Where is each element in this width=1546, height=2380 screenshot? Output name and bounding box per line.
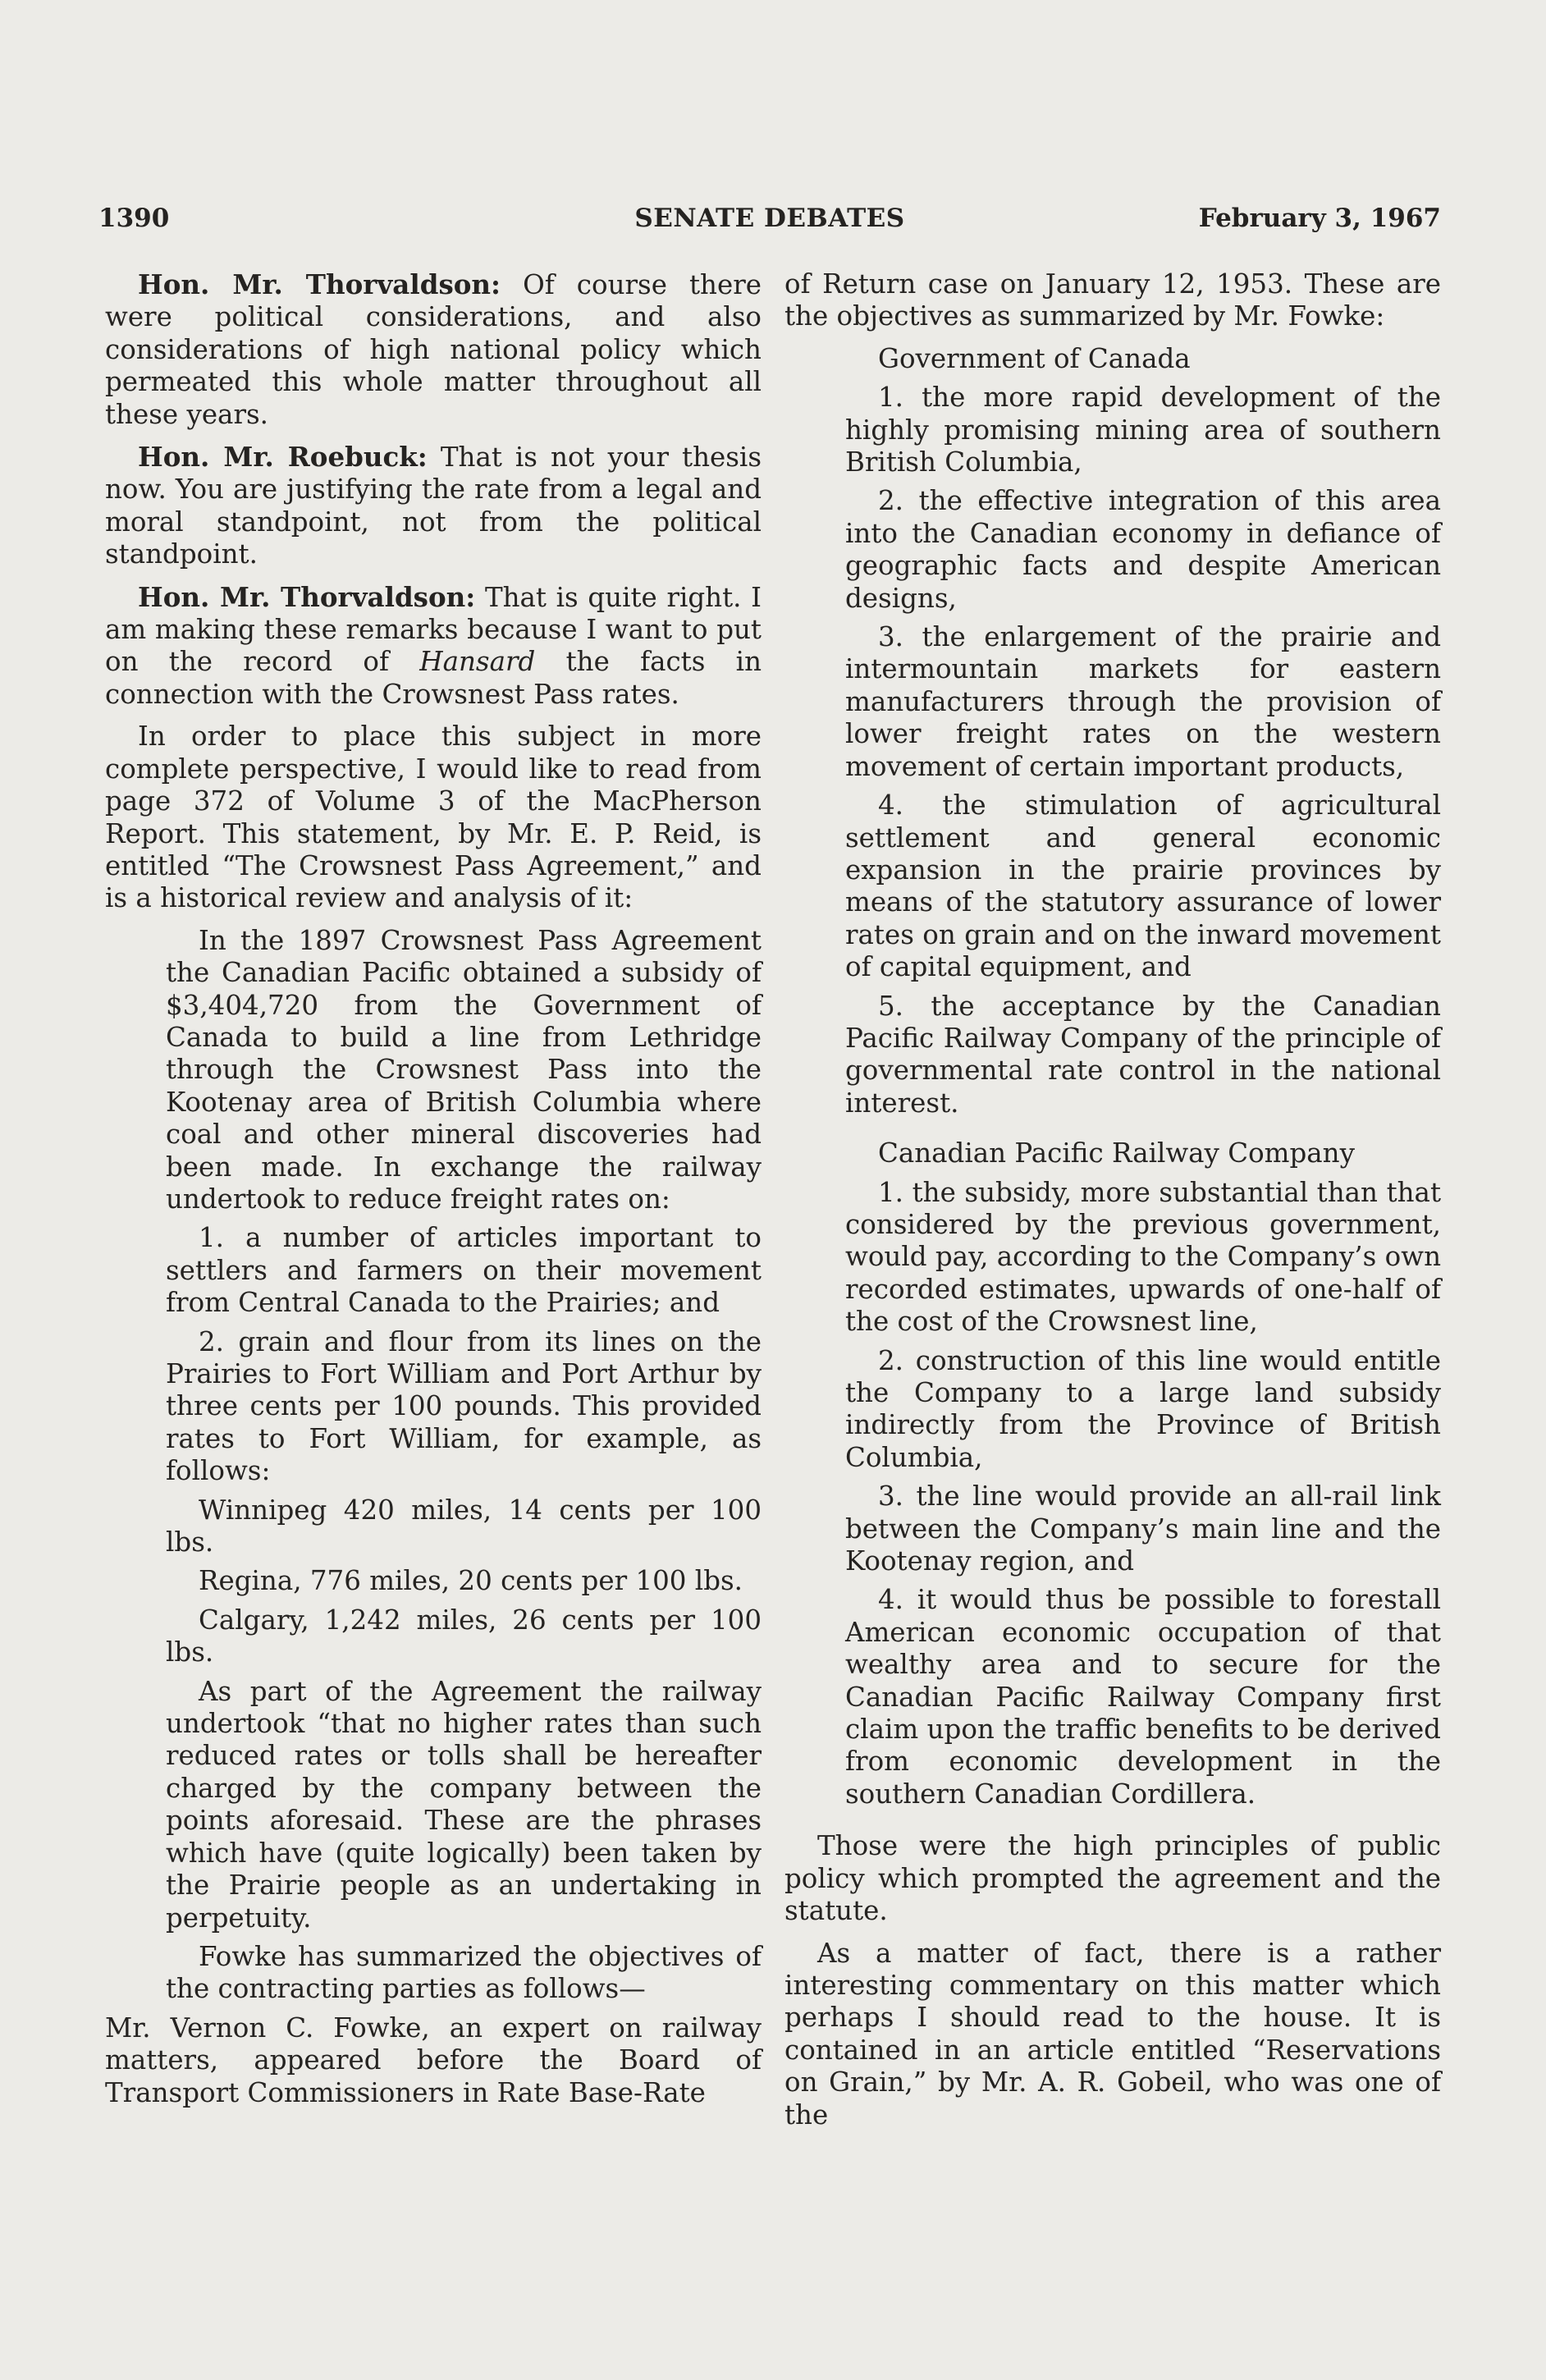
paragraph: Mr. Vernon C. Fowke, an expert on railway matters, appeared before the Board of Transport Commissioners in Rate Base-Rate (105, 2012, 762, 2108)
quote-paragraph: As part of the Agreement the railway undertook “that no higher rates than such reduced rates or tolls shall be hereafter charged by the company between the points aforesaid. These are the phrases which have (quite logically) been taken by the Prairie people as an undertaking in perpetuity. (166, 1675, 762, 1934)
speaker-name: Hon. Mr. Thorvaldson: (138, 268, 501, 300)
quote-paragraph: Fowke has summarized the objectives of the contracting parties as follows— (166, 1940, 762, 2005)
rate-line: Regina, 776 miles, 20 cents per 100 lbs. (199, 1565, 743, 1597)
paragraph: of Return case on January 12, 1953. These are the objectives as summarized by Mr. Fowke: (784, 268, 1441, 332)
rate-line: Winnipeg 420 miles, 14 cents per 100 lbs. (166, 1494, 762, 1558)
page-number: 1390 (98, 204, 170, 233)
quoted-passage (105, 925, 762, 2006)
objective-item: 1. the subsidy, more substantial than that considered by the previous government, would pay, according to the Company’s own recorded estimates, upwards of one-half of the cost of the Crowsnest line, (845, 1176, 1441, 1338)
quote-paragraph: In the 1897 Crowsnest Pass Agreement the Canadian Pacific obtained a subsidy of $3,404,720 from the Government of Canada to build a line from Lethridge through the Crowsnest Pass into the Kootenay area of British Columbia where coal and other mineral discoveries had been made. In exchange the railway undertook to reduce freight rates on: (166, 924, 762, 1215)
objective-item: 4. it would thus be possible to forestall American economic occupation of that wealthy area and to secure for the Canadian Pacific Railway Company first claim upon the traffic benefits to be derived from economic development in the southern Canadian Cordillera. (845, 1584, 1441, 1810)
objective-item: 2. the effective integration of this area into the Canadian economy in defiance of geographic facts and despite American designs, (845, 485, 1441, 614)
right-column (784, 268, 1441, 2141)
rate-line: Calgary, 1,242 miles, 26 cents per 100 lbs. (166, 1604, 762, 1668)
paragraph (105, 268, 762, 431)
paragraph: Those were the high principles of public policy which prompted the agreement and the statute. (784, 1830, 1441, 1927)
objective-item: 2. construction of this line would entitle the Company to a large land subsidy indirectly from the Province of British Columbia, (845, 1344, 1441, 1473)
quote-list-item: 1. a number of articles important to settlers and farmers on their movement from Central Canada to the Prairies; and (166, 1222, 762, 1319)
italic-term: Hansard (419, 646, 536, 678)
issue-date: February 3, 1967 (1198, 204, 1441, 233)
paragraph: As a matter of fact, there is a rather interesting commentary on this matter which perhaps I should read to the house. It is contained in an article entitled “Reservations on Grain,” by Mr. A. R. Gobeil, who was one of the (784, 1937, 1441, 2131)
paragraph: In order to place this subject in more complete perspective, I would like to read from page 372 of Volume 3 of the MacPherson Report. This statement, by Mr. E. P. Reid, is entitled “The Crowsnest Pass Agreement,” and is a historical review and analysis of it: (105, 721, 762, 914)
objective-item: 3. the line would provide an all-rail link between the Company’s main line and the Kootenay region, and (845, 1481, 1441, 1577)
speaker-name: Hon. Mr. Roebuck: (138, 441, 428, 474)
quoted-passage (784, 343, 1441, 1810)
paragraph (105, 441, 762, 571)
left-column (105, 268, 762, 2119)
objective-item: 3. the enlargement of the prairie and intermountain markets for eastern manufacturers through the provision of lower freight rates on the western movement of certain important products, (845, 621, 1441, 782)
speech-text: the facts in connection with the Crowsnest Pass rates. (105, 646, 762, 710)
publication-title: SENATE DEBATES (634, 204, 905, 233)
section-heading: Government of Canada (878, 342, 1191, 374)
speech-text: That is not your thesis now. You are justifying the rate from a legal and moral standpoint, not from the political standpoint. (105, 442, 762, 570)
objective-item: 1. the more rapid development of the highly promising mining area of southern British Columbia, (845, 382, 1441, 478)
page-header (98, 204, 1441, 243)
speech-text: Of course there were political considerations, and also considerations of high national policy which permeated this whole matter throughout all these years. (105, 269, 762, 430)
paragraph (105, 581, 762, 712)
section-heading: Canadian Pacific Railway Company (878, 1137, 1355, 1169)
speaker-name: Hon. Mr. Thorvaldson: (138, 580, 476, 613)
speech-text: That is quite right. I am making these remarks because I want to put on the record of (105, 581, 762, 678)
objective-item: 4. the stimulation of agricultural settlement and general economic expansion in the prairie provinces by means of the statutory assurance of lower rates on grain and on the inward movement of capital equipment, and (845, 790, 1441, 983)
quote-list-item: 2. grain and flour from its lines on the Prairies to Fort William and Port Arthur by three cents per 100 pounds. This provided rates to Fort William, for example, as follows: (166, 1325, 762, 1487)
objective-item: 5. the acceptance by the Canadian Pacific Railway Company of the principle of governmental rate control in the national interest. (845, 990, 1441, 1119)
